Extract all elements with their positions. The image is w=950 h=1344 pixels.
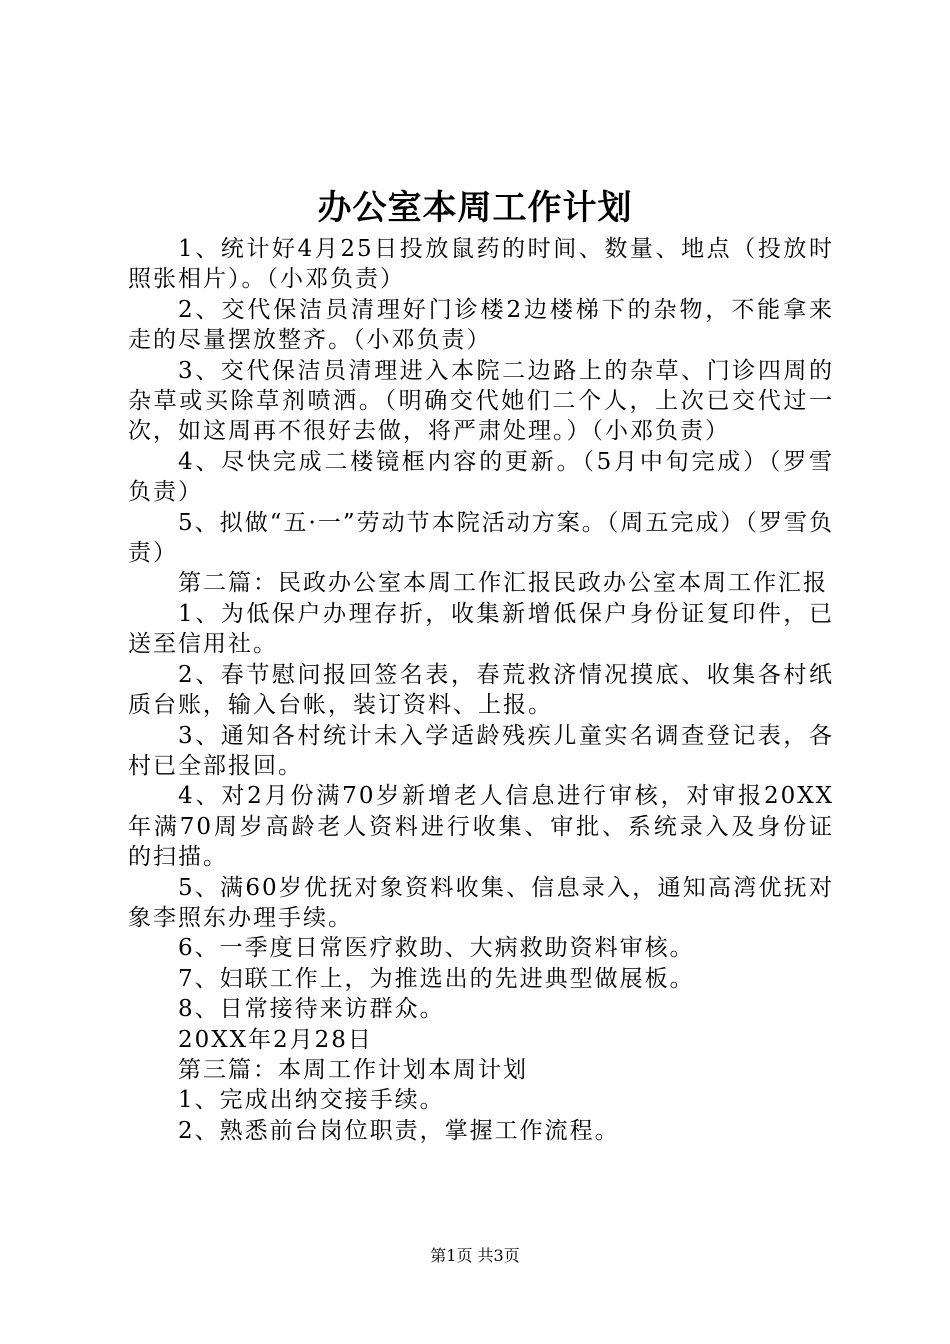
- paragraph-4: 4、尽快完成二楼镜框内容的更新。（5月中旬完成）（罗雪负责）: [128, 448, 834, 506]
- section-heading-3: 第三篇：本周工作计划本周计划: [178, 1056, 528, 1083]
- date-line: 20XX年2月28日: [178, 1026, 373, 1053]
- paragraph-11: 5、满60岁优抚对象资料收集、信息录入，通知高湾优抚对象李照东办理手续。: [128, 874, 834, 931]
- document-title: 办公室本周工作计划: [317, 188, 633, 228]
- paragraph-10: 4、对2月份满70岁新增老人信息进行审核，对审报20XX年满70周岁高龄老人资料进行收集、审批、系统录入及身份证的扫描。: [128, 783, 834, 871]
- section-heading-2: 第二篇：民政办公室本周工作汇报民政办公室本周工作汇报: [178, 570, 828, 597]
- paragraph-12: 6、一季度日常医疗救助、大病救助资料审核。: [178, 935, 695, 962]
- paragraph-17: 1、完成出纳交接手续。: [178, 1087, 445, 1114]
- paragraph-13: 7、妇联工作上，为推选出的先进典型做展板。: [178, 965, 695, 992]
- paragraph-1: 1、统计好4月25日投放鼠药的时间、数量、地点（投放时照张相片）。（小邓负责）: [128, 236, 834, 293]
- paragraph-18: 2、熟悉前台岗位职责，掌握工作流程。: [178, 1117, 620, 1144]
- paragraph-14: 8、日常接待来访群众。: [178, 996, 445, 1023]
- page-footer: 第1页 共3页: [430, 1246, 520, 1265]
- paragraph-3: 3、交代保洁员清理进入本院二边路上的杂草、门诊四周的杂草或买除草剂喷洒。（明确交代她们二个人，上次已交代过一次，如这周再不很好去做，将严肃处理。）（小邓负责）: [128, 357, 834, 445]
- paragraph-7: 1、为低保户办理存折，收集新增低保户身份证复印件，已送至信用社。: [128, 600, 834, 658]
- paragraph-9: 3、通知各村统计未入学适龄残疾儿童实名调查登记表，各村已全部报回。: [128, 722, 834, 779]
- paragraph-2: 2、交代保洁员清理好门诊楼2边楼梯下的杂物，不能拿来走的尽量摆放整齐。（小邓负责）: [128, 296, 834, 354]
- document-body: [128, 234, 834, 1146]
- paragraph-5: 5、拟做“五·一”劳动节本院活动方案。（周五完成）（罗雪负责）: [128, 509, 834, 567]
- paragraph-8: 2、春节慰问报回签名表，春荒救济情况摸底、收集各村纸质台账，输入台帐，装订资料、上报。: [128, 661, 834, 719]
